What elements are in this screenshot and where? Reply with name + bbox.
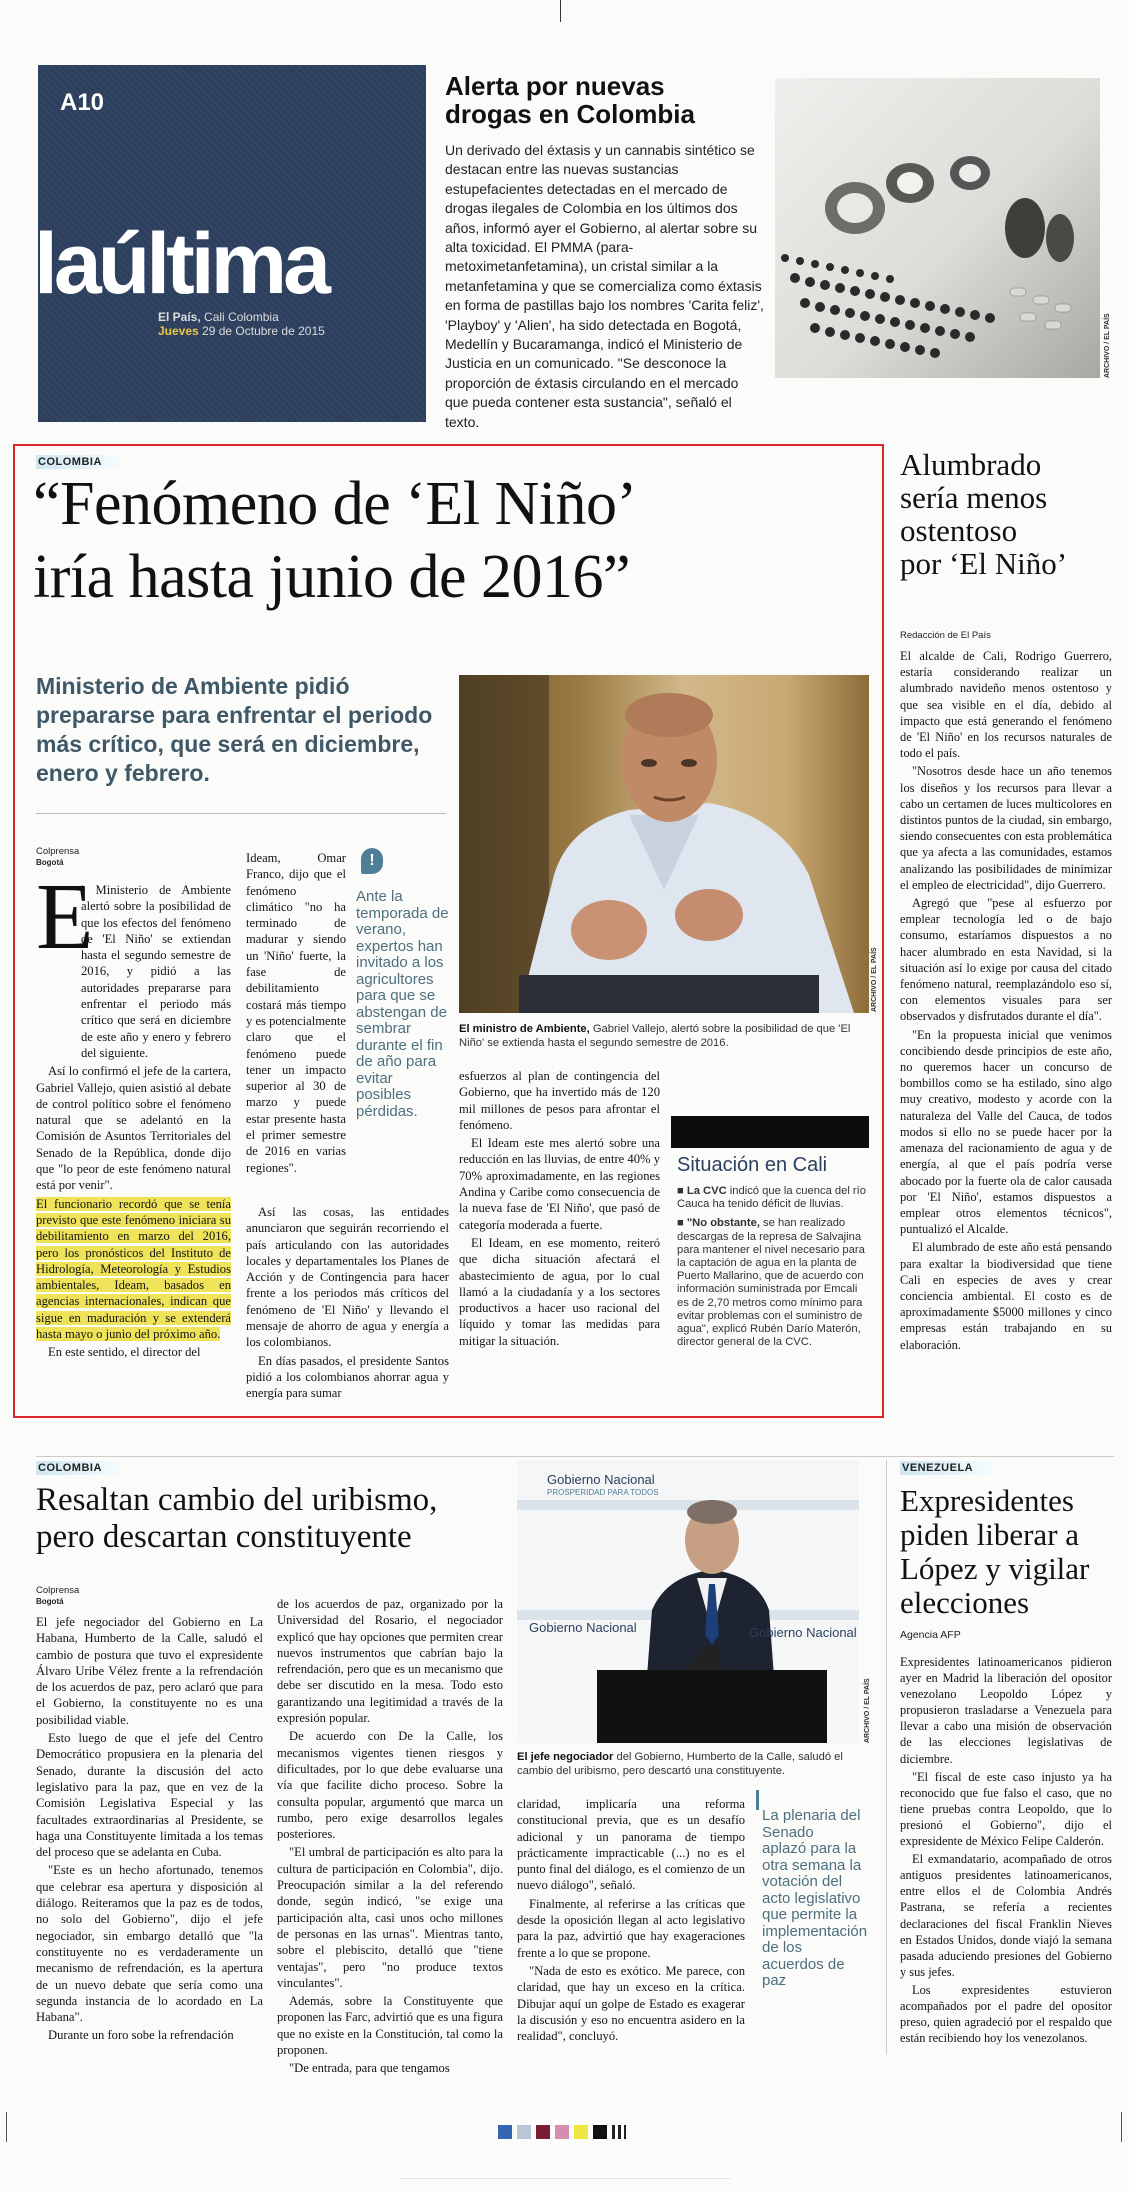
story3-kicker: VENEZUELA	[900, 1462, 991, 1474]
story3-headline	[900, 1484, 1120, 1620]
story3-byline: Agencia AFP	[900, 1629, 961, 1641]
top-story-headline-line1: Alerta por nuevas	[445, 71, 665, 101]
side-headline-l2: sería menos	[900, 480, 1048, 515]
side-headline-l3: ostentoso	[900, 513, 1018, 548]
cali-box-item-1: ■ La CVC indicó que la cuenca del río Cauca ha tenido déficit de lluvias.	[677, 1185, 866, 1211]
cali-box-body	[677, 1185, 869, 1355]
minister-photo-art	[459, 675, 869, 1013]
main-c1-p3	[36, 1196, 231, 1343]
top-story-headline-line2: drogas en Colombia	[445, 99, 695, 129]
cali-box-item-2-text: se han realizado descargas de la represa de Salvajina para mantener el nivel necesario para la captación de agua en la planta de Puerto Mallarino, que de acuerdo con información suministrada por Emcali es de 2,70 metros como mínimo para evitar problemas con el suministro de agua", explicó Rubén Darío Materón, director general de la CVC.	[677, 1217, 865, 1349]
crop-mark-left	[6, 2112, 7, 2142]
minister-caption-text: Gabriel Vallejo, alertó sobre la posibilidad de que 'El Niño' se extienda hasta el segundo semestre de 2016.	[459, 1023, 851, 1049]
main-c1-p1: l Ministerio de Ambiente alertó sobre la posibilidad de que los efectos del fenómeno de 'El Niño' se extiendan hasta el segundo semestre de 2016, y pidió a las autoridades prepararse para enfrentar el periodo más crítico que será en diciembre de este año y enero y febrero del siguiente.	[81, 883, 231, 1060]
masthead-dateline	[158, 310, 325, 338]
highlighted-passage: El funcionario recordó que se tenía previsto que este fenómeno iniciara su debilitamiento en marzo del 2016, pero los pronósticos del Instituto de Hidrología, Meteorología y Estudios ambientales, Ideam, basados en agencias internacionales, indican que sigue en maduración y se extenderá hasta mayo o junio del próximo año.	[36, 1196, 231, 1342]
side-p1: El alcalde de Cali, Rodrigo Guerrero, estaría considerando realizar un alumbrado navideño menos ostentoso y que sea visible en el día, debido al impacto que está generando el fenómeno de 'El Niño' en los recursos naturales de todo el país.	[900, 649, 1112, 761]
story2-c1-p4: Durante un foro sobe la refrendación	[48, 2028, 234, 2043]
banner-right-text: Gobierno Nacional	[749, 1625, 857, 1640]
main-col-2-lower	[246, 1204, 449, 1404]
story2-kicker: COLOMBIA	[36, 1462, 120, 1474]
delacalle-caption-bold: El jefe negociador	[517, 1751, 614, 1763]
story2-col-2	[277, 1596, 503, 2079]
delacalle-photo-credit: ARCHIVO / EL PAÍS	[864, 1678, 871, 1743]
delacalle-caption	[517, 1750, 862, 1778]
minister-photo	[459, 675, 869, 1013]
story2-c1-p1: El jefe negociador del Gobierno en La Habana, Humberto de la Calle, saludó el cambio de postura que tuvo el expresidente Álvaro Uribe Vélez frente a la refrendación de los acuerdos de paz, pero aclaró que para el Gobierno, la constituyente no es una posibilidad viable.	[36, 1615, 263, 1727]
minister-photo-credit: ARCHIVO / EL PAÍS	[871, 947, 878, 1012]
swatch-gray	[517, 2125, 531, 2139]
paper-name: El País,	[158, 310, 201, 324]
swatch-yellow	[574, 2125, 588, 2139]
minister-caption	[459, 1022, 859, 1050]
story3-headline-l1: Expresidentes	[900, 1483, 1074, 1518]
drugs-photo	[775, 78, 1100, 378]
side-headline	[900, 448, 1120, 580]
drugs-photo-art	[775, 78, 1100, 378]
side-p3: Agregó que "pese al esfuerzo por emplear tecnología led o de bajo consumo, estaríamos dispuestos a no hacer alumbrado en esta Navidad, si la situación así lo exige por causa del citado fenómeno natural, reemplazándolo eso sí, con elementos visuales para ser observados y disfrutados durante el día".	[900, 896, 1112, 1024]
crop-mark-top	[560, 0, 561, 22]
banner-left-text: Gobierno Nacional	[547, 1472, 655, 1487]
color-registration-strip	[498, 2125, 648, 2139]
story3-headline-l2: piden liberar a	[900, 1517, 1080, 1552]
story3-p2: "El fiscal de este caso injusto ya ha reconocido que fue falso el caso, que no tiene pruebas contra Leopoldo, que lo presionó el Gobierno", dijo el expresidente de México Felipe Calderón.	[900, 1769, 1112, 1849]
main-headline-line1: “Fenómeno de ‘El Niño’	[33, 470, 637, 538]
story2-c2-p1: de los acuerdos de paz, organizado por la Universidad del Rosario, el negociador explicó que hay opciones que permiten crear nuevos instrumentos que cabrían bajo la refrendación, pero que es un mecanismo que debe ser discutido en la mesa. Todo esto garantizando una legitimidad a través de la expresión popular.	[277, 1597, 503, 1726]
cali-box-item-1-bold: La CVC	[686, 1185, 727, 1197]
quote-icon: !	[361, 848, 383, 874]
cali-box-title: Situación en Cali	[677, 1154, 828, 1176]
story2-quote-bar	[756, 1790, 759, 1810]
main-headline	[33, 468, 883, 614]
story2-c3-p1: claridad, implicaría una reforma constitucional previa, que es un desafío adicional y un panorama de tiempo prácticamente impracticable (...) no es el punto final del diálogo, es el comienzo de un nuevo diálogo", señaló.	[517, 1797, 745, 1893]
main-col-2	[246, 850, 346, 1178]
story2-headline	[36, 1482, 536, 1556]
story2-byline-agency: Colprensa	[36, 1585, 80, 1596]
deck-divider	[36, 813, 446, 814]
main-col-1	[36, 882, 231, 1363]
side-p4: "En la propuesta inicial que venimos concibiendo desde principios de este año, no queremos hacer un concurso de bombillos como se ha estilado, sino algo muy creativo, modesto y acorde con la naturaleza del Valle del Cauca, de todos modos si ello no se puede hacer por la amenaza del racionamiento de agua y de energía, al que el país podría verse abocado por la fuerte ola de calor causada por 'El Niño', estamos dispuestos a emplear otros elementos técnicos", puntualizó el Alcalde.	[900, 1027, 1112, 1237]
story2-col-1	[36, 1614, 263, 2046]
cali-box-item-2: ■ "No obstante, se han realizado descargas de la represa de Salvajina para mantener el nivel necesario para la captación de agua en la planta de Puerto Mallarino, que de acuerdo con información suministrada por Emcali es de 2,70 metros como mínimo para evitar problemas con el suministro de agua", explicó Rubén Darío Materón, director general de la CVC.	[677, 1217, 865, 1349]
delacalle-caption-text: del Gobierno, Humberto de la Calle, saludó el cambio del uribismo, pero descartó una constituyente.	[517, 1751, 843, 1777]
story2-c2-p2: De acuerdo con De la Calle, los mecanismos vigentes tienen riesgos y dificultades, por lo que debe evaluarse una vía que facilite dicho proceso. Sobre la consulta popular, argumentó que marca un rumbo, pero exige desarrollos legales posteriores.	[277, 1729, 503, 1842]
main-dropcap: E	[36, 865, 94, 969]
swatch-blue	[498, 2125, 512, 2139]
delacalle-photo-art	[517, 1460, 859, 1743]
cali-box-header	[671, 1116, 869, 1148]
story3-p4: Los expresidentes estuvieron acompañados por el padre del opositor preso, quien agradeció por el respaldo que están recibiendo hoy los venezolanos.	[900, 1982, 1112, 2046]
swatch-maroon	[536, 2125, 550, 2139]
side-byline: Redacción de El País	[900, 630, 991, 641]
banner-left-sub: PROSPERIDAD PARA TODOS	[547, 1488, 659, 1497]
date-text: 29 de Octubre de 2015	[202, 324, 325, 338]
section-title: laúltima	[34, 216, 327, 312]
main-c3-p2: El Ideam este mes alertó sobre una reducción en las lluvias, de entre 40% y 70% aproximadamente, en las regiones Andina y Caribe como consecuencia de la nueva fase de 'El Niño', que pasó de categoría moderada a fuerte.	[459, 1136, 660, 1232]
main-c1-p4: En este sentido, el director del	[48, 1345, 201, 1360]
top-story-headline	[445, 72, 775, 128]
story3-divider	[886, 1460, 887, 2055]
main-col-3	[459, 1068, 660, 1351]
story2-c1-p2: Esto luego de que el jefe del Centro Democrático propusiera en la plenaria del Senado, durante la discusión del acto legislativo para la paz, que en vez de la Comisión Legislativa Especial y las facultades extraordinarias al Presidente, se haga una Constituyente limitada a los temas del proceso que se adelanta en Cuba.	[36, 1731, 263, 1860]
main-c3-p1: esfuerzos al plan de contingencia del Gobierno, que ha invertido más de 120 mil millones de pesos para afrontar el fenómeno.	[459, 1069, 660, 1132]
main-byline-agency: Colprensa	[36, 846, 80, 857]
minister-caption-bold: El ministro de Ambiente,	[459, 1023, 590, 1035]
swatch-checker	[612, 2125, 626, 2139]
main-c1-p2: Así lo confirmó el jefe de la cartera, Gabriel Vallejo, quien asistió al debate de control político sobre el fenómeno natural que se adelantó en la Comisión de Asuntos Territoriales del Senado de la República, donde dijo que "lo peor de este fenómeno natural está por venir".	[36, 1064, 231, 1193]
side-p2: "Nosotros desde hace un año tenemos los diseños y los recursos para llevar a cabo un certamen de luces multicolores en distintos puntos de la ciudad, sin embargo, siendo consecuentes con esta problemática que ya afecta a las comunidades, estamos analizando las posibilidades de minimizar el empleo de electricidad", dijo Guerrero.	[900, 764, 1112, 892]
story2-headline-line2: pero descartan constituyente	[36, 1519, 412, 1555]
story2-col-3	[517, 1796, 745, 2046]
main-deck: Ministerio de Ambiente pidió prepararse para enfrentar el periodo más crítico, que será en diciembre, enero y febrero.	[36, 673, 433, 786]
section-divider	[36, 1456, 1114, 1457]
main-c3-p3: El Ideam, en ese momento, reiteró que dicha situación afectará el abastecimiento de agua, por lo cual llamó a la ciudadanía y a los sectores productivos a hacer uso racional del líquido y tomar las medidas para mitigar la situación.	[459, 1235, 660, 1348]
city-name: Cali Colombia	[204, 310, 279, 324]
main-c2-p3: En días pasados, el presidente Santos pidió a los colombianos ahorrar agua y energía para sumar	[246, 1353, 449, 1401]
story2-c2-p4: Además, sobre la Constituyente que proponen las Farc, advirtió que es una figura que no existe en la Constitución, tal como la proponen.	[277, 1994, 503, 2058]
story3-headline-l3: López y vigilar	[900, 1551, 1090, 1586]
banner-mid-text: Gobierno Nacional	[529, 1620, 637, 1635]
main-byline-city: Bogotá	[36, 858, 64, 867]
page-number: A10	[60, 89, 105, 116]
day-name: Jueves	[158, 324, 199, 338]
story2-c2-p5: "De entrada, para que tengamos	[289, 2061, 450, 2076]
side-headline-l4: por ‘El Niño’	[900, 546, 1068, 581]
main-c2-p1: Ideam, Omar Franco, dijo que el fenómeno climático "no ha terminado de madurar y siendo un 'Niño' fuerte, la fase de debilitamiento costará más tiempo y es potencialmente claro que el fenómeno puede tener un impacto superior al 30 de marzo y puede estar presente hasta el primer semestre de 2016 en varias regiones".	[246, 851, 347, 1175]
story3-p1: Expresidentes latinoamericanos pidieron ayer en Madrid la liberación del opositor venezolano Leopoldo López y propusieron trasladarse a Venezuela para llevar a cabo una misión de observación de las elecciones legislativas de diciembre.	[900, 1655, 1112, 1766]
crop-mark-right	[1121, 2112, 1122, 2142]
story3-p3: El exmandatario, acompañado de otros antiguos presidentes latinoamericanos, entre ellos el de Colombia Andrés Pastrana, se refería a recientes declaraciones del fiscal Franklin Nieves en Estados Unidos, donde viajó la semana pasada aduciendo presiones del Gobierno y sus jefes.	[900, 1852, 1112, 1979]
swatch-pink	[555, 2125, 569, 2139]
story2-c2-p3: "El umbral de participación es alto para la cultura de participación en Colombia", dijo. Preocupación similar a la del referendo donde, según indicó, "se exige una participación alta, casi unos ocho millones de personas en las urnas". Mientras tanto, sobre el plebiscito, detalló que "tiene ventajas", pero "no produce textos vinculantes".	[277, 1845, 503, 1990]
cali-box-item-2-bold: "No obstante,	[686, 1217, 760, 1230]
side-headline-l1: Alumbrado	[900, 447, 1042, 482]
top-story-body: Un derivado del éxtasis y un cannabis sintético se destacan entre las nuevas sustancias estupefacientes detectadas en el mercado de drogas ilegales de Colombia en los últimos dos años, informó ayer el Gobierno, al alertar sobre su alta toxicidad. El PMMA (para-metoximetanfetamina), un cristal similar a la metanfetamina y que se comercializa como éxtasis en forma de pastillas bajo los nombres 'Carita feliz', 'Playboy' y 'Alien', ha sido detectada en Bogotá, Medellín y Bucaramanga, indicó el Ministerio de Justicia en un comunicado. "Se desconoce la proporción de éxtasis circulando en el mercado que pueda contener esta sustancia", señaló el texto.	[445, 142, 764, 430]
top-photo-credit: ARCHIVO / EL PAÍS	[1104, 313, 1111, 378]
main-pullquote: Ante la temporada de verano, expertos han invitado a los agricultores para que se abstengan de sembrar durante el fin de año para evitar posibles pérdidas.	[356, 888, 449, 1120]
story2-headline-line1: Resaltan cambio del uribismo,	[36, 1482, 438, 1518]
story2-c3-p2: Finalmente, al referirse a las críticas que desde la oposición llegan al acto legislativo para la paz, advirtió que hay exageraciones frente a lo que se propone.	[517, 1896, 745, 1960]
main-story-kicker: COLOMBIA	[36, 456, 120, 468]
delacalle-photo	[517, 1460, 859, 1743]
story2-c3-p3: "Nada de esto es exótico. Me parece, con claridad, que hay un exceso en la crítica. Dibujar aquí un golpe de Estado es exagerar la discusión y eso no encuentra asidero en la realidad", concluyó.	[517, 1963, 745, 2044]
masthead-block	[34, 65, 426, 422]
cali-box-item-1-text: indicó que la cuenca del río Cauca ha tenido déficit de lluvias.	[677, 1185, 866, 1211]
bottom-faint-line	[400, 2178, 730, 2179]
story2-byline	[36, 1585, 79, 1607]
main-c2-p2: Así las cosas, las entidades anunciaron que seguirán recorriendo el país articulando con las autoridades locales y departamentales los Planes de Acción y de Contingencia para hacer frente a los periodos más críticos del fenómeno de 'El Niño' y llevando el mensaje de ahorro de agua y energía a los colombianos.	[246, 1205, 449, 1350]
story3-headline-l4: elecciones	[900, 1585, 1030, 1620]
side-p5: El alumbrado de este año está pensando para exaltar la biodiversidad que tiene Cali en especies de aves y crear conciencia ambiental. El costo es de aproximadamente $5000 millones y cinco empresas están trabajando en su elaboración.	[900, 1240, 1112, 1352]
story3-body	[900, 1654, 1112, 2048]
story2-byline-city: Bogotá	[36, 1597, 64, 1606]
swatch-black	[593, 2125, 607, 2139]
story2-pullquote: La plenaria del Senado aplazó para la otra semana la votación del acto legislativo que permite la implementación de los acuerdos de paz	[762, 1807, 868, 1989]
main-headline-line2: iría hasta junio de 2016”	[33, 543, 630, 611]
story2-c1-p3: "Este es un hecho afortunado, tenemos que celebrar esa apertura y disposición al diálogo. Reiteramos que la paz es de todos, no solo del Gobierno", dijo el jefe negociador, sin embargo detalló que "la constituyente no es verdaderamente un mecanismo de refrendación, es la apertura de un nuevo debate que sería como una segunda instancia de lo acordado en La Habana".	[36, 1863, 263, 2025]
side-story-body	[900, 648, 1112, 1355]
